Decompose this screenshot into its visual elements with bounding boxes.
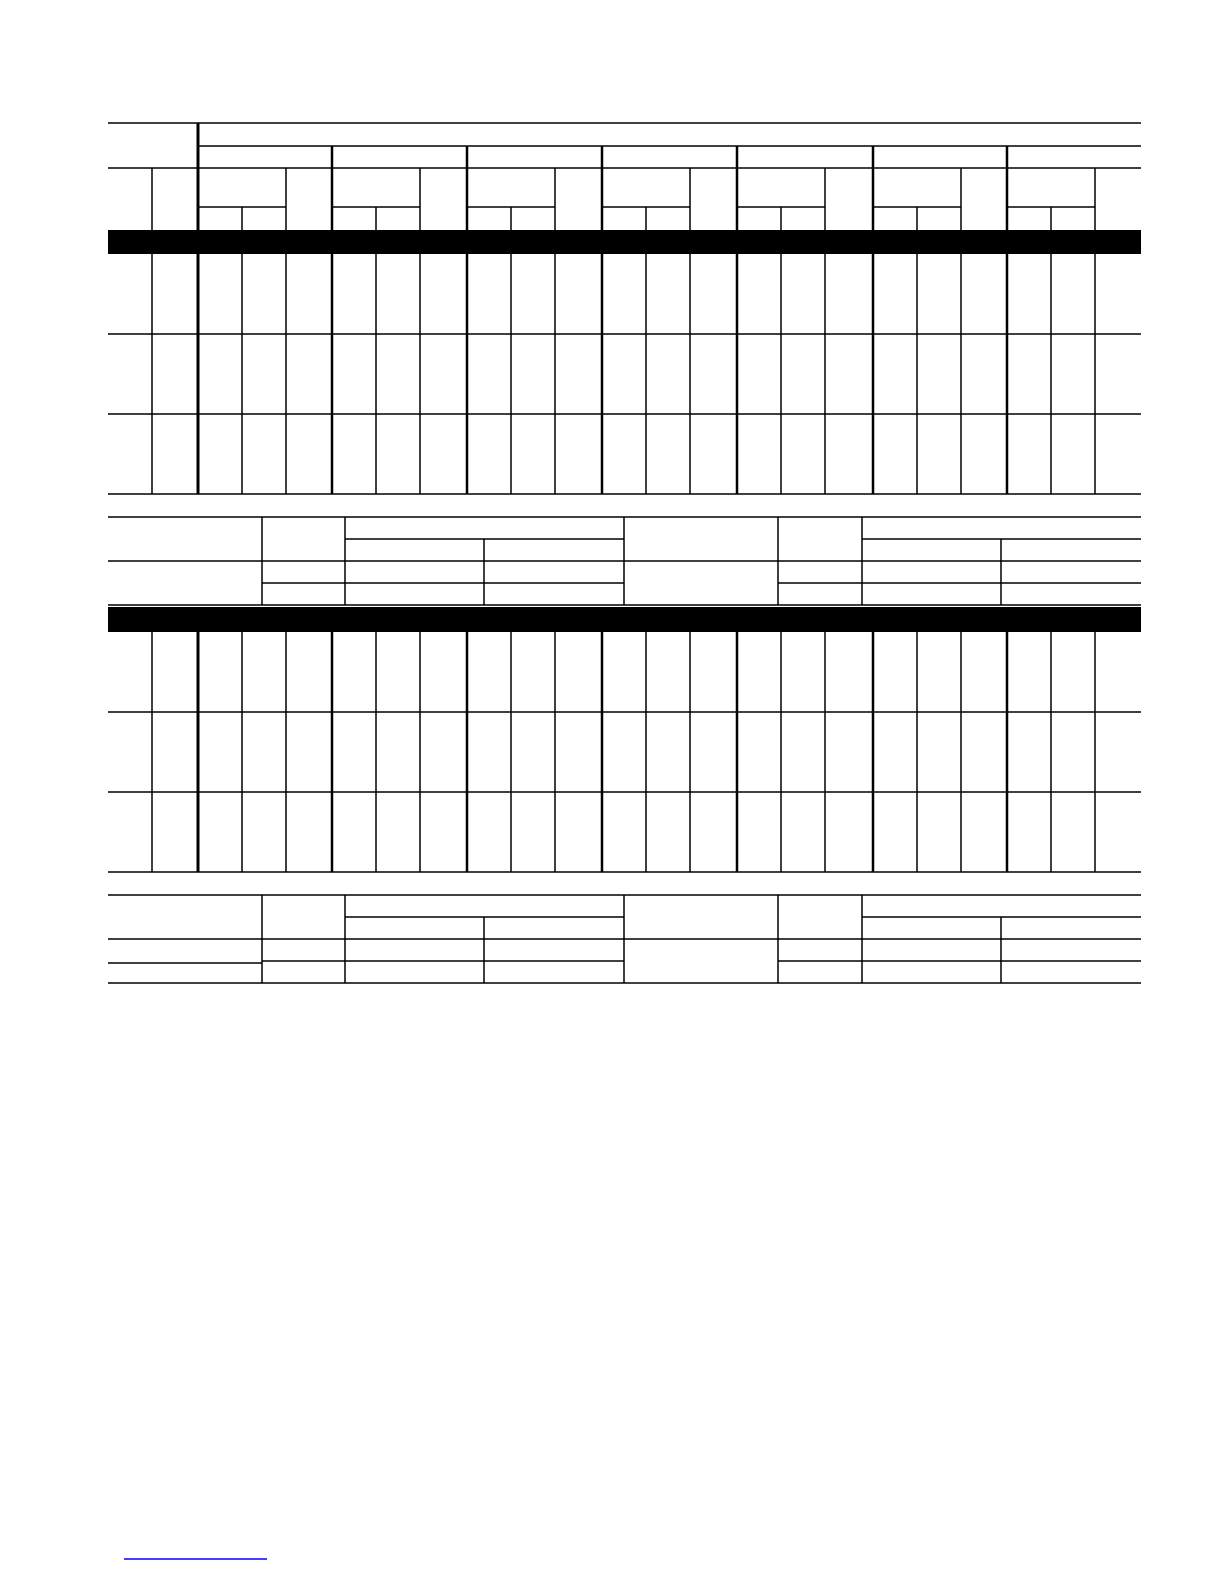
section-band-upper bbox=[108, 230, 1141, 254]
section-band-lower bbox=[108, 607, 1141, 632]
